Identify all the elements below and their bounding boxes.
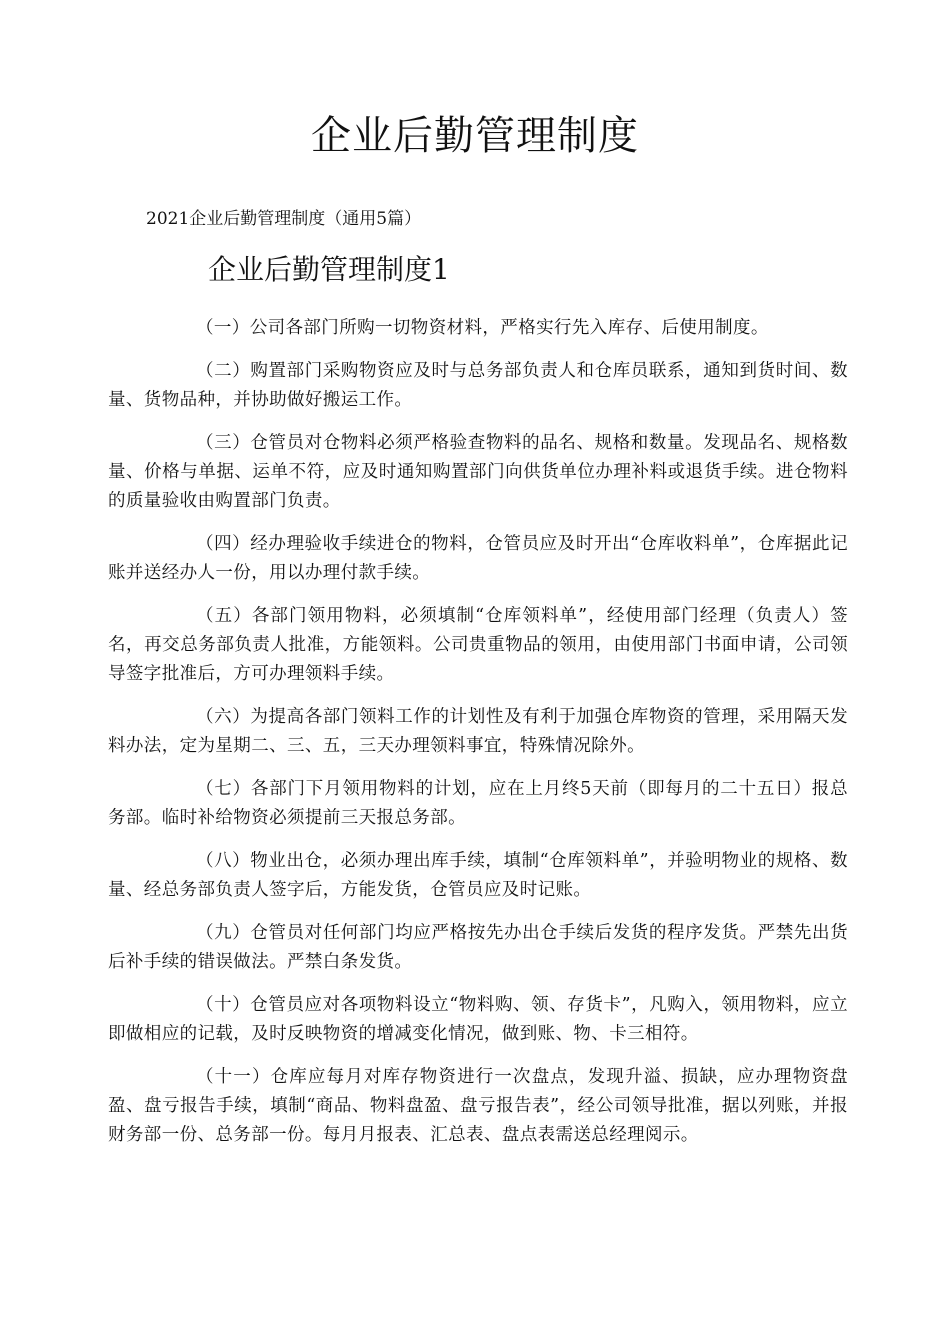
paragraph: （三）仓管员对仓物料必须严格验查物料的品名、规格和数量。发现品名、规格数量、价格与单据、运单不符，应及时通知购置部门向供货单位办理补料或退货手续。进仓物料的质量验收由购置部门负责。: [108, 433, 848, 511]
document-body: [108, 314, 848, 1164]
paragraph: （十）仓管员应对各项物料设立“物料购、领、存货卡”，凡购入，领用物料，应立即做相应的记载，及时反映物资的增减变化情况，做到账、物、卡三相符。: [108, 995, 848, 1044]
document-title: 企业后勤管理制度: [311, 113, 639, 159]
paragraph: （四）经办理验收手续进仓的物料，仓管员应及时开出“仓库收料单”，仓库据此记账并送经办人一份，用以办理付款手续。: [108, 534, 848, 583]
paragraph: （六）为提高各部门领料工作的计划性及有利于加强仓库物资的管理，采用隔天发料办法，定为星期二、三、五，三天办理领料事宜，特殊情况除外。: [108, 707, 848, 756]
paragraph: （二）购置部门采购物资应及时与总务部负责人和仓库员联系，通知到货时间、数量、货物品种，并协助做好搬运工作。: [108, 361, 848, 410]
section-title: 企业后勤管理制度1: [208, 253, 450, 286]
paragraph: （五）各部门领用物料，必须填制“仓库领料单”，经使用部门经理（负责人）签名，再交总务部负责人批准，方能领料。公司贵重物品的领用，由使用部门书面申请，公司领导签字批准后，方可办理领料手续。: [108, 606, 848, 684]
paragraph: （一）公司各部门所购一切物资材料，严格实行先入库存、后使用制度。: [196, 318, 769, 338]
paragraph: （九）仓管员对任何部门均应严格按先办出仓手续后发货的程序发货。严禁先出货后补手续的错误做法。严禁白条发货。: [108, 923, 848, 972]
paragraph: （十一）仓库应每月对库存物资进行一次盘点，发现升溢、损缺，应办理物资盘盈、盘亏报告手续，填制“商品、物料盘盈、盘亏报告表”，经公司领导批准，据以列账，并报财务部一份、总务部一份。每月月报表、汇总表、盘点表需送总经理阅示。: [108, 1067, 848, 1145]
paragraph: （七）各部门下月领用物料的计划，应在上月终5天前（即每月的二十五日）报总务部。临时补给物资必须提前三天报总务部。: [108, 779, 848, 828]
paragraph: （八）物业出仓，必须办理出库手续，填制“仓库领料单”，并验明物业的规格、数量、经总务部负责人签字后，方能发货，仓管员应及时记账。: [108, 851, 848, 900]
document-subtitle: 2021企业后勤管理制度（通用5篇）: [146, 209, 422, 229]
